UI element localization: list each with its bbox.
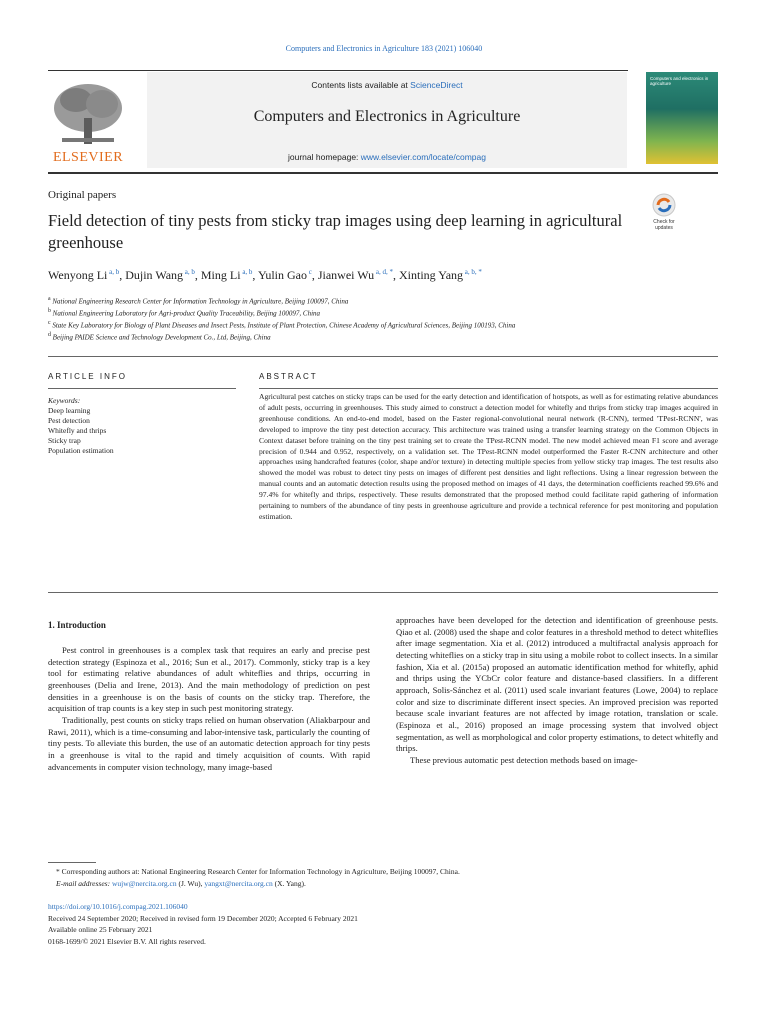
homepage-prefix: journal homepage: (288, 152, 361, 162)
author-affiliation-marks[interactable]: a, b (240, 268, 253, 276)
svg-text:Check for: Check for (653, 219, 675, 225)
author-list: Wenyong Li $^{a, b}$, Dujin Wang $^{a, b}$, Ming Li $^{a, b}$, Yulin Gao $^c$, Jianwei Wu $^{a, d, *}$, Xinting Yang $^{a, b, *}$ (48, 268, 482, 282)
abstract-rule (259, 388, 718, 389)
contents-prefix: Contents lists available at (311, 80, 411, 90)
doi-link[interactable]: https://doi.org/10.1016/j.compag.2021.106040 (48, 902, 188, 911)
author-name[interactable]: Yulin Gao (257, 268, 307, 282)
keyword: Sticky trap (48, 436, 81, 445)
paragraph: approaches have been developed for the detection and identification of greenhouse pests. Qiao et al. (2008) used the shape and color features in a threshold method to detect whiteflies after image segmentation. Xia et al. (2012) introduced a multifractal analysis approach for detecting whiteflies on a sticky trap in situ using a mobile robot to collect insects. In a similar fashion, Xia et al. (2015a) proposed an automatic identification method for whitefly, aphid and thrips using the YCbCr color feature and distance-based classifiers. In a different approach, Solis-Sánchez et al. (2011) used scale invariant features (Lowe, 2004) to replace color and size to discriminate different insect species. An improved precision was reported because scale invariant features are not affected by image rotation, translation or scale. (Espinoza et al., 2016) proposed an image processing system that involved object segmentation, as well as morphological and color property estimations, to detect whitefly and thrips. (396, 615, 718, 754)
author-affiliation-marks[interactable]: a, b (183, 268, 195, 276)
copyright: 0168-1699/© 2021 Elsevier B.V. All rights reserved. (48, 936, 206, 946)
affiliation-a: $^a$ National Engineering Research Center for Information Technology in Agriculture, Beijing 100097, China (48, 296, 349, 306)
available-online: Available online 25 February 2021 (48, 925, 153, 934)
corresponding-footnote (56, 866, 726, 889)
author-affiliation-marks[interactable]: c (306, 268, 312, 276)
affiliation-b: $^b$ National Engineering Laboratory for Agri-product Quality Traceability, Beijing 100097, China (48, 308, 321, 318)
body-column-right (396, 615, 718, 767)
abstract-heading: ABSTRACT (259, 372, 318, 381)
author-affiliation-marks[interactable]: a, d, * (374, 268, 393, 276)
contents-line (147, 80, 627, 90)
svg-text:updates: updates (655, 225, 673, 231)
header-bottom-rule (48, 172, 718, 174)
author-name[interactable]: Wenyong Li (48, 268, 108, 282)
affiliation-d: $^d$ Beijing PAIDE Science and Technology Development Co., Ltd, Beijing, China (48, 332, 271, 342)
keyword: Deep learning (48, 406, 91, 415)
abstract-text: Agricultural pest catches on sticky traps can be used for the early detection and identification of hotspots, as well as for estimating relative abundances of adult pests, occurring in greenhouses. This study aimed to construct a detection model for whitefly and thrips from sticky trap images acquired in greenhouse conditions. An end-to-end model, based on the Faster regional-convolutional neural network (R-CNN), termed 'TPest-RCNN', was developed to improve the tiny pest detection accuracy. This architecture was trained using a transfer learning strategy on the Common Objects in Context dataset before training on the tiny pest training set to create the TPest-RCNN model. The new model achieved mean F1 score and average precision of 0.944 and 0.952, respectively, on a validation set. The TPest-RCNN model outperformed the Faster R-CNN architecture and other approaches using handcrafted features (color, shape and/or texture) in detecting multiple species from yellow sticky trap images. The test results also showed the model was robust to detect tiny pests on images of different pest densities and light reflections. Using a linear regression between the manual counts and an automatic detection results using the proposed method on images of 41 days, the determination coefficients reached 99.6% and 97.4% for whitefly and thrips, respectively. These results demonstrated that the proposed method could facilitate rapid gathering of information pertaining to numbers of the abundance of tiny pests in greenhouse agriculture and provide a technical reference for pest monitoring and population estimation. (259, 392, 718, 521)
corresponding-authors: * Corresponding authors at: National Engineering Research Center for Information Technology in Agriculture, Beijing 100097, China. (56, 867, 460, 876)
paragraph: These previous automatic pest detection methods based on image- (410, 754, 638, 765)
article-info-rule (48, 388, 236, 389)
author-name[interactable]: Jianwei Wu (317, 268, 375, 282)
abstract-bottom-rule (48, 592, 718, 593)
paragraph: Traditionally, pest counts on sticky traps relied on human observation (Aliakbarpour and Rawi, 2011), which is a time-consuming and labor-intensive task, particularly the counting of tiny pests. To alleviate this burden, the use of an automatic detection approach for tiny pests in a greenhouse is vital to the rapid and timely acquisition of counts. With rapid advancements in computer vision technology, many image-based (48, 714, 370, 772)
email-owner: (X. Yang). (272, 878, 306, 888)
author-affiliation-marks[interactable]: a, b, * (463, 268, 482, 276)
publisher-logo-text: ELSEVIER (52, 150, 124, 165)
author-name[interactable]: Ming Li (200, 268, 241, 282)
email-label: E-mail addresses: (56, 878, 112, 888)
paper-title: Field detection of tiny pests from sticky trap images using deep learning in agricultural greenhouse (48, 211, 623, 252)
article-info-top-rule (48, 356, 718, 357)
footnote-rule (48, 862, 96, 863)
journal-title: Computers and Electronics in Agriculture (253, 108, 521, 125)
section-label: Original papers (48, 189, 117, 201)
journal-cover-title: Computers and electronics in agriculture (650, 76, 709, 86)
keyword: Population estimation (48, 446, 114, 455)
check-for-updates-icon[interactable] (649, 192, 679, 232)
email-link[interactable]: yangxt@nercita.org.cn (204, 878, 273, 888)
keywords-label: Keywords: (48, 396, 81, 405)
journal-citation[interactable]: Computers and Electronics in Agriculture 183 (2021) 106040 (285, 44, 483, 53)
journal-homepage-line (147, 152, 627, 162)
affiliation-c: $^c$ State Key Laboratory for Biology of Plant Diseases and Insect Pests, Institute of Plant Protection, Chinese Academy of Agricultural Sciences, Beijing 100193, China (48, 320, 516, 330)
introduction-heading: 1. Introduction (48, 620, 106, 630)
paragraph: Pest control in greenhouses is a complex task that requires an early and precise pest detection strategy (Espinoza et al., 2016; Sun et al., 2017). Commonly, sticky trap is a key tool for estimating relative abundances of adult whiteflies and thrips, occurring in greenhouses (Delia and Irene, 2013). And the main methodology of prediction on pest densities in a greenhouse is on the basis of counts on the sticky trap. Therefore, the acquisition of trap counts is a key step in such pest monitoring strategy. (48, 645, 370, 714)
keywords-block (48, 396, 236, 456)
homepage-link[interactable]: www.elsevier.com/locate/compag (360, 152, 486, 162)
author-name[interactable]: Xinting Yang (399, 268, 464, 282)
sciencedirect-link[interactable]: ScienceDirect (410, 80, 463, 90)
keyword: Whitefly and thrips (48, 426, 107, 435)
body-column-left (48, 645, 370, 773)
article-info-heading: ARTICLE INFO (48, 372, 127, 381)
author-name[interactable]: Dujin Wang (125, 268, 184, 282)
keyword: Pest detection (48, 416, 90, 425)
author-affiliation-marks[interactable]: a, b (107, 268, 120, 276)
email-owner: (J. Wu), (176, 878, 205, 888)
received-dates: Received 24 September 2020; Received in revised form 19 December 2020; Accepted 6 February 2021 (48, 913, 358, 923)
email-line (56, 878, 726, 890)
email-link[interactable]: wujw@nercita.org.cn (111, 878, 177, 888)
header-top-rule (48, 70, 628, 71)
publication-info (48, 901, 718, 947)
